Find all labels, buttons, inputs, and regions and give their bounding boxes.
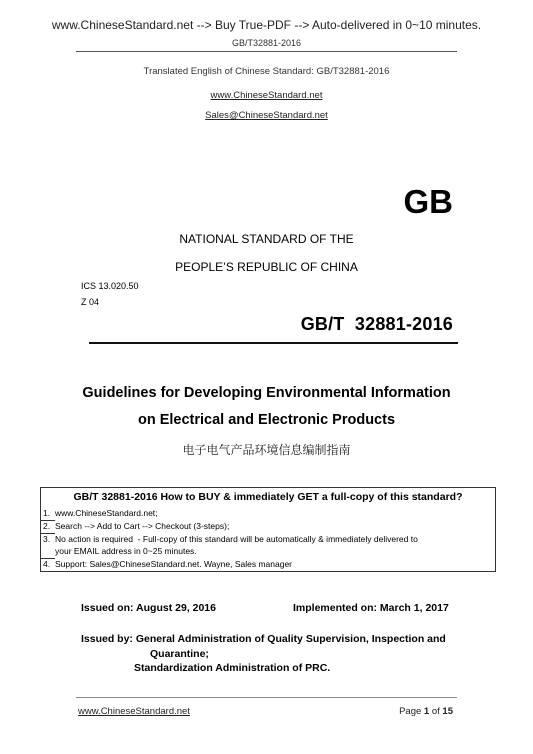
footer-divider bbox=[76, 697, 457, 698]
purchase-step bbox=[43, 508, 158, 518]
page-current: 1 bbox=[423, 706, 430, 717]
title-chinese: 电子电气产品环境信息编制指南 bbox=[182, 443, 351, 457]
national-standard-heading: NATIONAL STANDARD OF THE bbox=[179, 232, 354, 246]
header-divider bbox=[76, 51, 457, 52]
website-link[interactable]: www.ChineseStandard.net bbox=[210, 90, 323, 101]
purchase-step bbox=[43, 559, 292, 569]
classification-code: Z 04 bbox=[81, 297, 100, 307]
step-number: 4. bbox=[43, 559, 51, 569]
country-heading: PEOPLE’S REPUBLIC OF CHINA bbox=[175, 260, 358, 274]
standard-number-divider bbox=[89, 342, 458, 344]
title-english-line2: on Electrical and Electronic Products bbox=[137, 412, 396, 428]
step-text: Search --> Add to Cart --> Checkout (3-steps); bbox=[55, 521, 230, 531]
implemented-date: Implemented on: March 1, 2017 bbox=[293, 602, 449, 614]
step-text: Support: Sales@ChineseStandard.net. Wayne, Sales manager bbox=[55, 559, 293, 569]
purchase-heading: GB/T 32881-2016 How to BUY & immediately GET a full-copy of this standard? bbox=[73, 491, 463, 503]
issuer-line1: Issued by: General Administration of Quality Supervision, Inspection and bbox=[81, 633, 446, 645]
translated-notice: Translated English of Chinese Standard: GB/T32881-2016 bbox=[143, 66, 390, 77]
footer-website-link[interactable]: www.ChineseStandard.net bbox=[78, 706, 190, 717]
gb-mark: GB bbox=[403, 183, 453, 220]
step-number: 3. bbox=[43, 534, 51, 544]
header-standard-code: GB/T32881-2016 bbox=[231, 38, 302, 48]
page-label: Page bbox=[399, 706, 424, 717]
issuer-line2: Quarantine; bbox=[150, 648, 209, 660]
issuer-line3: Standardization Administration of PRC. bbox=[134, 662, 331, 674]
purchase-info-box bbox=[40, 487, 496, 572]
page-of-label: of bbox=[429, 706, 443, 717]
issued-date: Issued on: August 29, 2016 bbox=[81, 602, 216, 614]
step-number: 2. bbox=[43, 521, 51, 531]
step-number: 1. bbox=[43, 508, 51, 518]
email-link[interactable]: Sales@ChineseStandard.net bbox=[205, 110, 328, 121]
standard-number: GB/T 32881-2016 bbox=[300, 314, 453, 334]
page-indicator bbox=[399, 706, 453, 717]
top-banner: www.ChineseStandard.net --> Buy True-PDF --> Auto-delivered in 0~10 minutes. bbox=[51, 18, 482, 32]
ics-code: ICS 13.020.50 bbox=[81, 281, 139, 291]
step-text: www.ChineseStandard.net; bbox=[55, 508, 158, 518]
page-total: 15 bbox=[442, 706, 453, 717]
purchase-step bbox=[43, 534, 418, 544]
step-text: your EMAIL address in 0~25 minutes. bbox=[55, 546, 197, 556]
title-english-line1: Guidelines for Developing Environmental Information bbox=[82, 385, 451, 401]
step-text: No action is required - Full-copy of this standard will be automatically & immediately delivered to bbox=[55, 534, 418, 544]
purchase-step-continuation bbox=[55, 546, 197, 556]
purchase-step bbox=[43, 521, 229, 531]
